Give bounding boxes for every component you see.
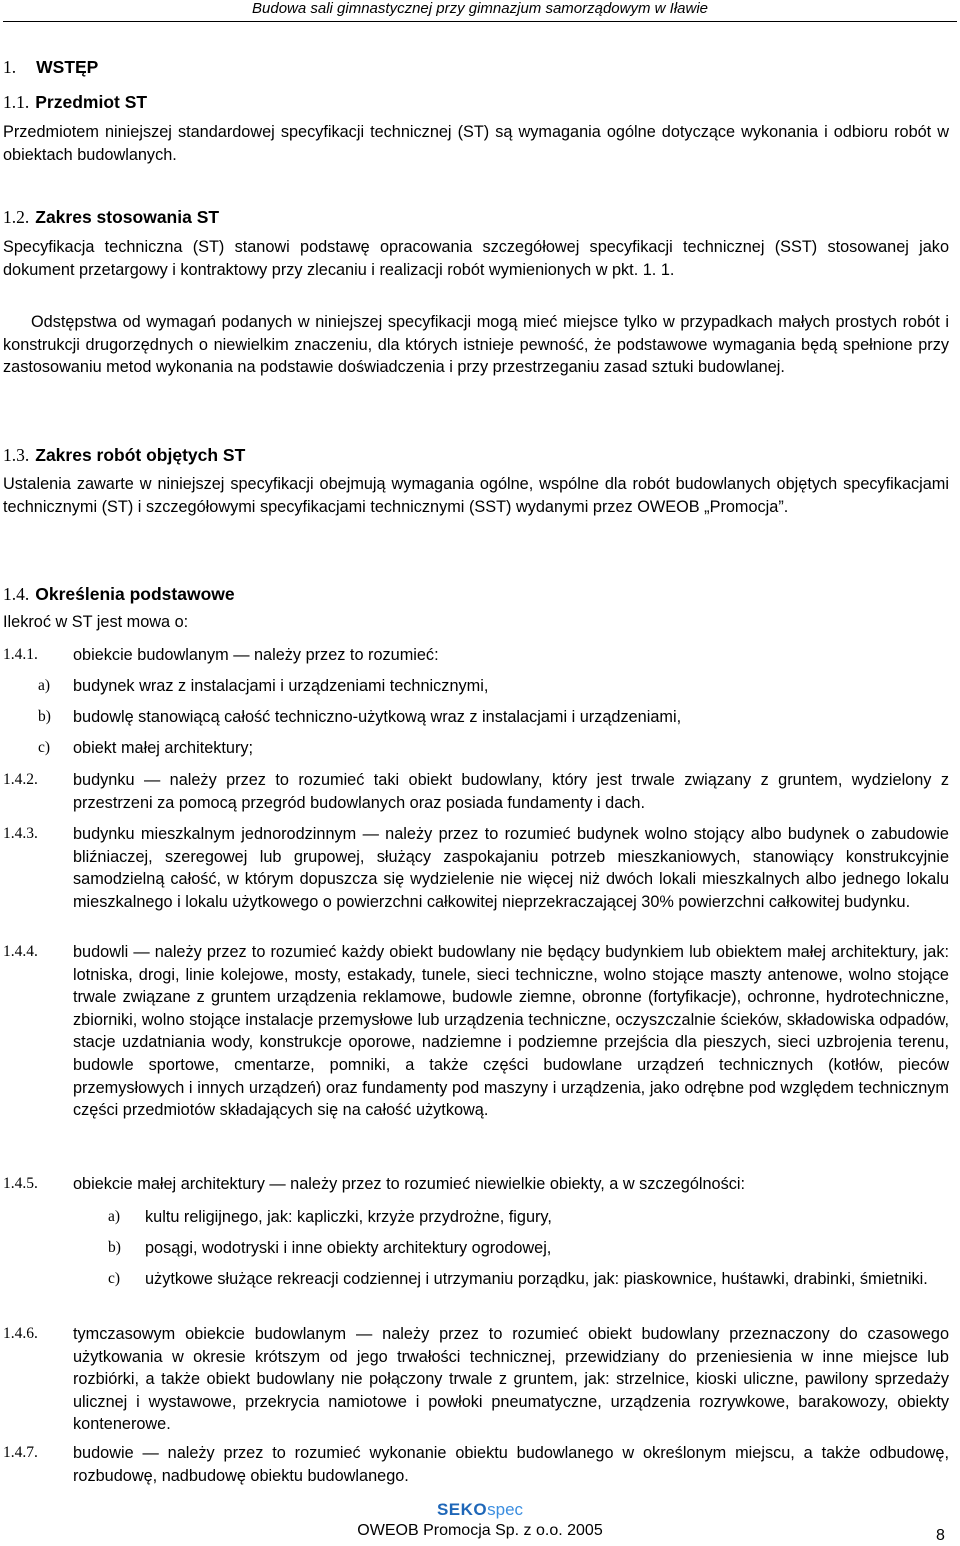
section-title: Zakres stosowania ST (35, 207, 220, 227)
definitions-intro: Ilekroć w ST jest mowa o: (3, 613, 189, 631)
section-number: 1.3. (3, 445, 30, 465)
section-title: Określenia podstawowe (35, 584, 235, 604)
section-number: 1.1. (3, 92, 30, 112)
item-number: 1.4.5. (3, 1175, 38, 1192)
paragraph: Odstępstwa od wymagań podanych w niniejszej specyfikacji mogą mieć miejsce tylko w przypadkach małych prostych robót i konstrukcji drugorzędnych o niewielkim znaczeniu, dla których istnieje pewność, że podstawowe wymagania będą spełnione przy zastosowaniu metod wykonania na podstawie doświadczenia i przy przestrzeganiu zasad sztuki budowlanej. (3, 313, 949, 377)
section-number: 1.2. (3, 207, 30, 227)
item-number: 1.4.1. (3, 646, 38, 663)
sub-item-text: budynek wraz z instalacjami i urządzeniami technicznymi, (73, 677, 489, 695)
section-title: Zakres robót objętych ST (35, 445, 246, 465)
item-text: tymczasowym obiekcie budowlanym — należy przez to rozumieć obiekt budowlany przeznaczony do czasowego użytkowania w okresie krótszym od jego trwałości technicznej, przewidziany do przeniesienia w inne miejsce lub rozbiórki, a także obiekt budowlany nie połączony trwale z gruntem, jak: strzelnice, kioski uliczne, pawilony sprzedaży ulicznej i wystawowe, przekrycia namiotowe i powłoki pneumatyczne, urządzenia rozrywkowe, barakowozy, obiekty kontenerowe. (73, 1325, 949, 1434)
section-heading-1-2 (3, 206, 219, 228)
section-heading-1-3 (3, 444, 245, 466)
paragraph: Specyfikacja techniczna (ST) stanowi podstawę opracowania szczegółowej specyfikacji technicznej (SST) stosowanej jako dokument przetargowy i kontraktowy przy zlecaniu i realizacji robót wymienionych w pkt. 1. 1. (3, 238, 949, 279)
sub-item-letter: a) (38, 677, 51, 694)
logo-part-b: spec (487, 1500, 524, 1519)
sub-item-letter: b) (108, 1239, 121, 1256)
item-text: budynku mieszkalnym jednorodzinnym — należy przez to rozumieć budynek wolno stojący albo budynek o zabudowie bliźniaczej, szeregowej lub grupowej, służący zaspokajaniu potrzeb mieszkaniowych, stanowiący konstrukcyjnie samodzielną całość, w którym dopuszcza się wydzielenie nie więcej niż dwóch lokali mieszkalnych albo jednego lokalu mieszkalnego i lokalu użytkowego o powierzchni całkowitej nieprzekraczającej 30% powierzchni całkowitej budynku. (73, 825, 949, 911)
paragraph: Przedmiotem niniejszej standardowej specyfikacji technicznej (ST) są wymagania ogólne dotyczące wykonania i odbioru robót w obiektach budowlanych. (3, 123, 949, 164)
footer-company: OWEOB Promocja Sp. z o.o. 2005 (357, 1522, 603, 1539)
item-number: 1.4.3. (3, 825, 38, 842)
section-number: 1. (3, 57, 17, 77)
item-text: obiekcie budowlanym — należy przez to rozumieć: (73, 646, 439, 664)
sub-item-text: posągi, wodotryski i inne obiekty architektury ogrodowej, (145, 1239, 552, 1257)
header-rule (3, 21, 957, 22)
sekospec-logo (0, 1500, 960, 1520)
section-heading-1-4 (3, 583, 235, 605)
sub-item-letter: b) (38, 708, 51, 725)
sub-item-text: obiekt małej architektury; (73, 739, 254, 757)
item-text: budynku — należy przez to rozumieć taki obiekt budowlany, który jest trwale związany z gruntem, wydzielony z przestrzeni za pomocą przegród budowlanych oraz posiada fundamenty i dach. (73, 771, 949, 812)
section-title: Przedmiot ST (35, 92, 148, 112)
item-number: 1.4.4. (3, 943, 38, 960)
item-text: budowli — należy przez to rozumieć każdy obiekt budowlany nie będący budynkiem lub obiektem małej architektury, jak: lotniska, drogi, linie kolejowe, mosty, estakady, tunele, sieci techniczne, wolno stojące maszty antenowe, wolno stojące trwale związane z gruntem urządzenia reklamowe, budowle ziemne, obronne (fortyfikacje), ochronne, hydrotechniczne, zbiorniki, wolno stojące instalacje przemysłowe lub urządzenia techniczne, oczyszczalnie ścieków, składowiska odpadów, stacje uzdatniania wody, konstrukcje oporowe, nadziemne i podziemne przejścia dla pieszych, sieci uzbrojenia terenu, budowle sportowe, cmentarze, pomniki, a także części budowlane urządzeń technicznych (kotłów, pieców przemysłowych i innych urządzeń) oraz fundamenty pod maszyny i urządzenia, jako odrębne pod względem technicznym części przedmiotów składających się na całość użytkową. (73, 943, 949, 1120)
logo-part-a: SEKO (436, 1500, 488, 1519)
sub-item-text: kultu religijnego, jak: kapliczki, krzyże przydrożne, figury, (145, 1208, 552, 1226)
section-number: 1.4. (3, 584, 30, 604)
item-number: 1.4.6. (3, 1325, 38, 1342)
section-heading-1-1 (3, 91, 147, 113)
sub-item-letter: a) (108, 1208, 121, 1225)
section-heading-1 (3, 56, 98, 78)
paragraph: Ustalenia zawarte w niniejszej specyfikacji obejmują wymagania ogólne, wspólne dla robót budowlanych objętych specyfikacjami technicznymi (ST) i szczegółowymi specyfikacjami technicznymi (SST) wydanymi przez OWEOB „Promocja”. (3, 475, 949, 516)
item-text: obiekcie małej architektury — należy przez to rozumieć niewielkie obiekty, a w szczególności: (73, 1175, 746, 1193)
section-title: WSTĘP (36, 57, 99, 77)
item-number: 1.4.2. (3, 771, 38, 788)
running-header: Budowa sali gimnastycznej przy gimnazjum samorządowym w Iławie (252, 0, 708, 17)
sub-item-text: użytkowe służące rekreacji codziennej i utrzymaniu porządku, jak: piaskownice, huśtawki, drabinki, śmietniki. (145, 1270, 928, 1288)
item-text: budowie — należy przez to rozumieć wykonanie obiektu budowlanego w określonym miejscu, a także odbudowę, rozbudowę, nadbudowę obiektu budowlanego. (73, 1444, 949, 1485)
sub-item-text: budowlę stanowiącą całość techniczno-użytkową wraz z instalacjami i urządzeniami, (73, 708, 682, 726)
sub-item-letter: c) (38, 739, 51, 756)
sub-item-letter: c) (108, 1270, 121, 1287)
item-number: 1.4.7. (3, 1444, 38, 1461)
page-number: 8 (936, 1527, 945, 1544)
